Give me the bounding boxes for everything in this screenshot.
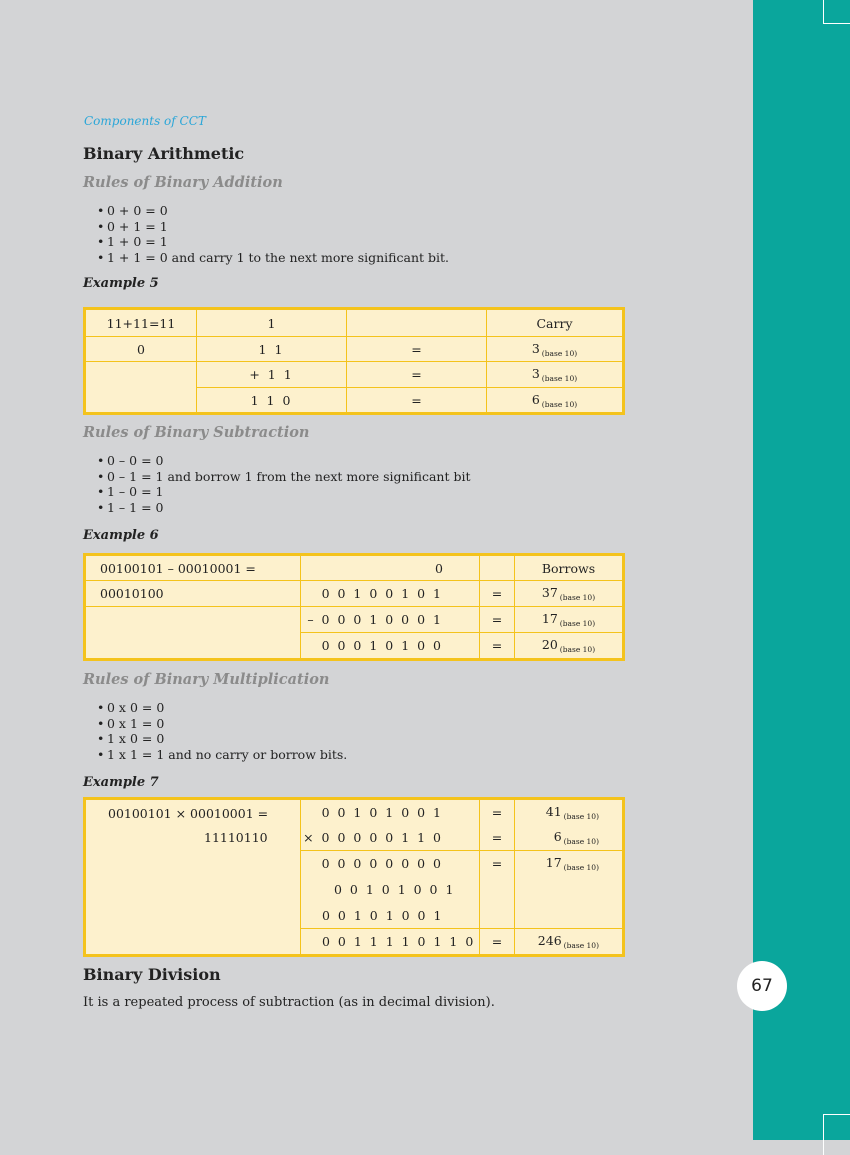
table-row: [85, 309, 624, 337]
table-row: [85, 607, 624, 633]
table-cell: =: [480, 929, 515, 956]
crop-mark-top: [823, 0, 850, 24]
table-cell: =: [480, 799, 515, 825]
addition-rules: [97, 203, 449, 266]
crop-mark-bottom: [823, 1114, 850, 1155]
list-item: • 0 x 0 = 0: [97, 700, 165, 715]
list-item: • 1 x 0 = 0: [97, 731, 165, 747]
table-cell: [347, 309, 487, 337]
division-text: It is a repeated process of subtraction (as in decimal division).: [83, 995, 495, 1010]
table-row: [85, 362, 624, 388]
table-row: [85, 581, 624, 607]
example-7-table: [83, 797, 625, 957]
table-cell: 0 0 1 0 0 1 0 1: [301, 581, 480, 607]
table-cell: 0: [301, 555, 480, 581]
table-cell: 246 $_{(base 10)}$: [515, 929, 624, 956]
table-cell: [85, 633, 301, 660]
list-item: • 1 – 1 = 0: [97, 500, 164, 516]
table-cell: =: [347, 362, 487, 388]
table-cell: [85, 607, 301, 633]
table-cell: 37 $_{(base 10)}$: [515, 581, 624, 607]
list-item: • 1 x 1 = 1 and no carry or borrow bits.: [97, 747, 348, 763]
table-cell: =: [347, 388, 487, 414]
table-cell: 11+11=11: [85, 309, 197, 337]
table-cell: 1 1: [197, 337, 347, 362]
table-cell: 6 $_{(base 10)}$: [515, 825, 624, 851]
table-cell: 3 $_{(base 10)}$: [487, 362, 624, 388]
multiplication-expression: 00100101 × 00010001 =: [108, 806, 269, 821]
table-cell: 1 1 0: [197, 388, 347, 414]
example-6-label: Example 6: [83, 528, 159, 543]
example-5-label: Example 5: [83, 276, 159, 291]
table-cell: 00100101 – 00010001 =: [85, 555, 301, 581]
table-cell: [85, 799, 301, 956]
table-cell: [85, 362, 197, 388]
addition-heading: Rules of Binary Addition: [83, 174, 283, 191]
table-cell: – 0 0 0 1 0 0 0 1: [301, 607, 480, 633]
table-cell: 6 $_{(base 10)}$: [487, 388, 624, 414]
table-row: [85, 388, 624, 414]
table-cell: =: [480, 607, 515, 633]
table-cell: 0 0 1 0 1 0 0 1: [301, 799, 480, 825]
table-cell: 3 $_{(base 10)}$: [487, 337, 624, 362]
table-cell: × 0 0 0 0 0 1 1 0: [301, 825, 480, 851]
table-cell: 0 0 0 0 0 0 0 0: [301, 851, 480, 877]
table-row: [85, 633, 624, 660]
table-cell: 17 $_{(base 10)}$: [515, 607, 624, 633]
table-cell: [480, 555, 515, 581]
table-cell: 0 0 1 0 1 0 0 1: [301, 877, 480, 903]
list-item: • 1 + 1 = 0 and carry 1 to the next more significant bit.: [97, 250, 449, 266]
multiplication-result: 11110110: [204, 830, 268, 845]
running-head: Components of CCT: [84, 114, 206, 128]
division-heading: Binary Division: [83, 965, 221, 984]
list-item: • 0 – 1 = 1 and borrow 1 from the next more significant bit: [97, 468, 471, 484]
multiplication-heading: Rules of Binary Multiplication: [83, 671, 330, 688]
example-5-table: [83, 307, 625, 415]
table-cell: 0: [85, 337, 197, 362]
list-item: • 1 + 0 = 1: [97, 234, 168, 250]
multiplication-rules: [97, 700, 347, 763]
table-cell: 1: [197, 309, 347, 337]
table-cell: [515, 903, 624, 929]
page-number: 67: [737, 961, 787, 1011]
table-cell: 0 0 1 1 1 1 0 1 1 0: [301, 929, 480, 956]
subtraction-rules: [97, 453, 470, 516]
table-cell: =: [480, 633, 515, 660]
example-6-table: [83, 553, 625, 661]
table-cell: 0 0 1 0 1 0 0 1: [301, 903, 480, 929]
table-cell: [85, 388, 197, 414]
list-item: • 0 + 1 = 1: [97, 218, 168, 234]
section-title: Binary Arithmetic: [83, 144, 245, 163]
table-cell: Borrows: [515, 555, 624, 581]
table-cell: 41 $_{(base 10)}$: [515, 799, 624, 825]
table-cell: [480, 903, 515, 929]
table-row: [85, 555, 624, 581]
table-cell: [480, 877, 515, 903]
table-cell: =: [480, 581, 515, 607]
table-cell: [515, 877, 624, 903]
subtraction-heading: Rules of Binary Subtraction: [83, 424, 310, 441]
table-row: [85, 337, 624, 362]
table-cell: =: [347, 337, 487, 362]
list-item: • 1 – 0 = 1: [97, 484, 164, 500]
table-row: [85, 799, 624, 825]
list-item: • 0 – 0 = 0: [97, 453, 164, 468]
table-cell: 17 $_{(base 10)}$: [515, 851, 624, 877]
example-7-label: Example 7: [83, 775, 159, 790]
list-item: • 0 + 0 = 0: [97, 203, 168, 218]
table-cell: =: [480, 825, 515, 851]
table-cell: 0 0 0 1 0 1 0 0: [301, 633, 480, 660]
table-cell: 00010100: [85, 581, 301, 607]
list-item: • 0 x 1 = 0: [97, 715, 165, 731]
table-cell: =: [480, 851, 515, 877]
table-cell: 20 $_{(base 10)}$: [515, 633, 624, 660]
table-cell: + 1 1: [197, 362, 347, 388]
table-cell: Carry: [487, 309, 624, 337]
